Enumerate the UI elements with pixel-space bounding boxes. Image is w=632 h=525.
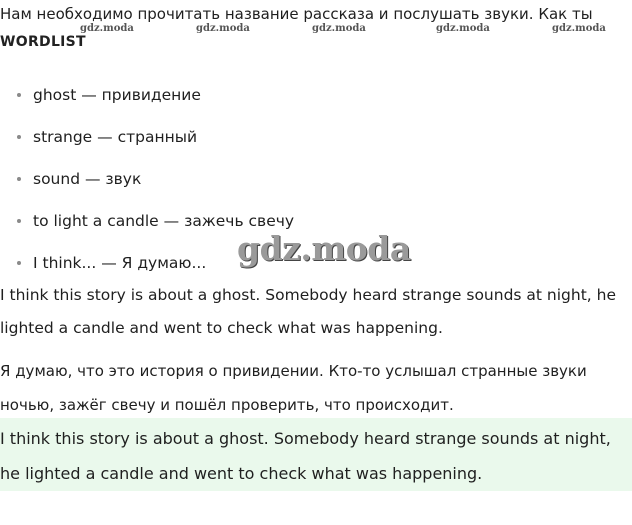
wordlist-item-text: sound — звук (33, 170, 142, 188)
wordlist-item-text: to light a candle — зажечь свечу (33, 212, 295, 230)
watermark-small: gdz.moda (196, 23, 250, 34)
wordlist-item-text: ghost — привидение (33, 86, 201, 104)
watermark-small: gdz.moda (552, 23, 606, 34)
bullet-icon (17, 261, 21, 265)
answer-box (0, 418, 632, 491)
bullet-icon (17, 93, 21, 97)
wordlist-item-text: strange — странный (33, 128, 198, 146)
answer-text: I think this story is about a ghost. Somebody heard strange sounds at night, he lighted a candle and went to check what was happening. (0, 429, 611, 483)
intro-text: Нам необходимо прочитать название рассказа и послушать звуки. Как ты (0, 5, 593, 23)
wordlist-item (0, 120, 294, 162)
watermark-small: gdz.moda (80, 23, 134, 34)
wordlist-item-text: I think... — Я думаю... (33, 254, 207, 272)
watermark-small: gdz.moda (436, 23, 490, 34)
wordlist-heading: WORDLIST (0, 34, 86, 50)
watermark-large: gdz.moda (237, 229, 411, 268)
wordlist-item (0, 162, 294, 204)
watermark-row (0, 23, 632, 37)
wordlist-item (0, 78, 294, 120)
watermark-small: gdz.moda (312, 23, 366, 34)
bullet-icon (17, 135, 21, 139)
bullet-icon (17, 219, 21, 223)
paragraph-english: I think this story is about a ghost. Somebody heard strange sounds at night, he lighted a candle and went to check what was happening. (0, 286, 617, 337)
paragraph-russian: Я думаю, что это история о привидении. Кто-то услышал странные звуки ночью, зажёг свечу и пошёл проверить, что происходит. (0, 362, 587, 414)
bullet-icon (17, 177, 21, 181)
